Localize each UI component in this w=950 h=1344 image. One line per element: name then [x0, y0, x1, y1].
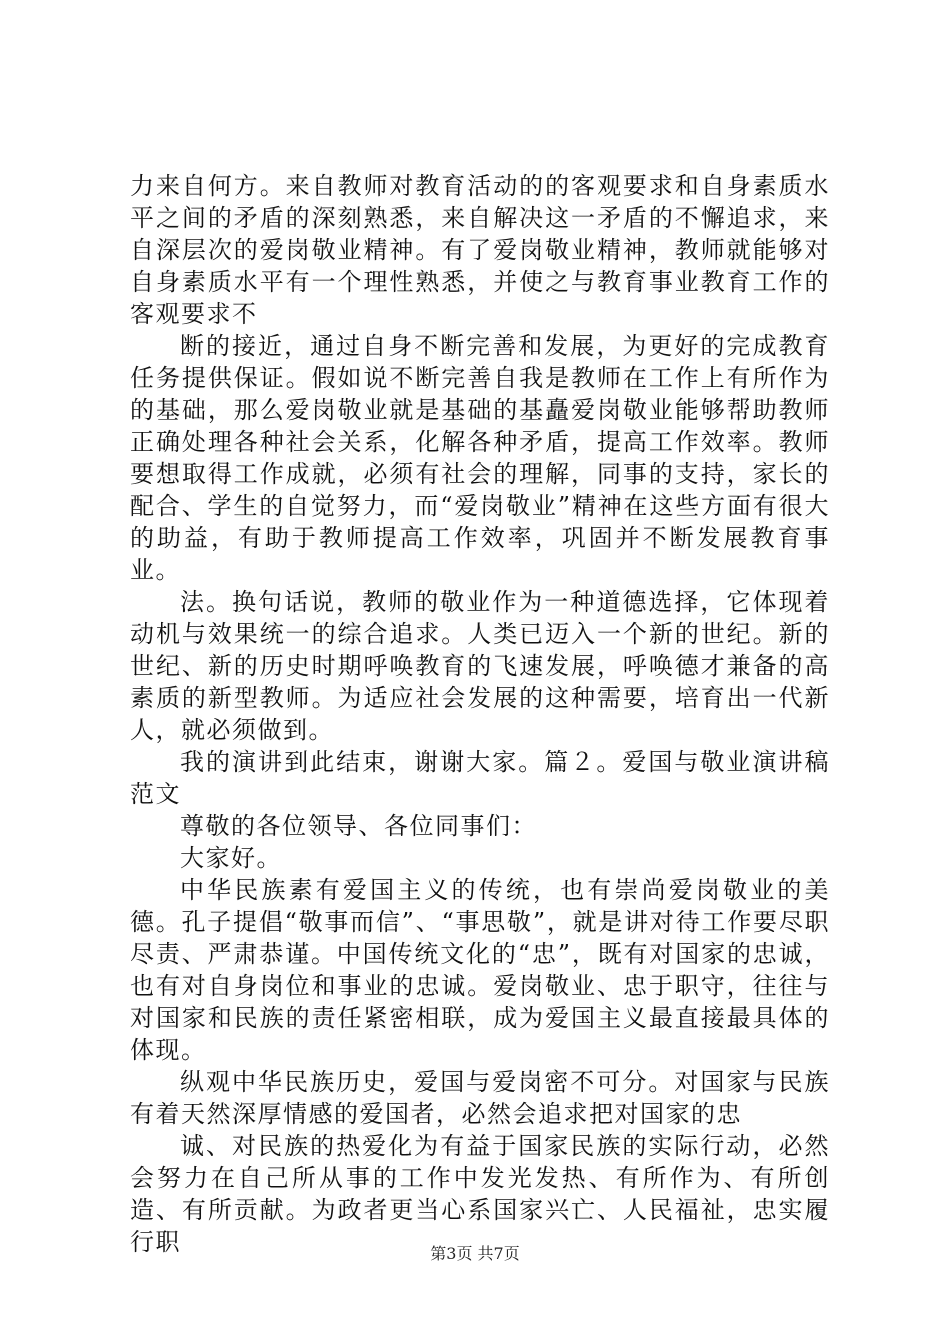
paragraph-hello: 大家好。 [180, 844, 282, 872]
paragraph-6: 纵观中华民族历史，爱国与爱岗密不可分。对国家与民族有着天然深厚情感的爱国者，必然会追求把对国家的忠 [130, 1068, 830, 1128]
paragraph-4: 我的演讲到此结束，谢谢大家。篇２。爱国与敬业演讲稿范文 [130, 748, 830, 808]
paragraph-1: 力来自何方。来自教师对教育活动的的客观要求和自身素质水平之间的矛盾的深刻熟悉，来自解决这一矛盾的不懈追求，来自深层次的爱岗敬业精神。有了爱岗敬业精神，教师就能够对自身素质水平有一个理性熟悉，并使之与教育事业教育工作的客观要求不 [130, 172, 830, 328]
document-body [130, 170, 830, 1258]
paragraph-5: 中华民族素有爱国主义的传统，也有崇尚爱岗敬业的美德。孔子提倡“敬事而信”、“事思敬”，就是讲对待工作要尽职尽责、严肃恭谨。中国传统文化的“忠”，既有对国家的忠诚，也有对自身岗位和事业的忠诚。爱岗敬业、忠于职守，往往与对国家和民族的责任紧密相联，成为爱国主义最直接最具体的体现。 [130, 876, 830, 1064]
paragraph-greeting: 尊敬的各位领导、各位同事们： [180, 812, 537, 840]
paragraph-2: 断的接近，通过自身不断完善和发展，为更好的完成教育任务提供保证。假如说不断完善自我是教师在工作上有所作为的基础，那么爱岗敬业就是基础的基矗爱岗敬业能够帮助教师正确处理各种社会关系，化解各种矛盾，提高工作效率。教师要想取得工作成就，必须有社会的理解，同事的支持，家长的配合、学生的自觉努力，而“爱岗敬业”精神在这些方面有很大的助益，有助于教师提高工作效率，巩固并不断发展教育事业。 [130, 332, 830, 584]
page-number: 第3页 共7页 [430, 1244, 520, 1263]
paragraph-7: 诚、对民族的热爱化为有益于国家民族的实际行动，必然会努力在自己所从事的工作中发光发热、有所作为、有所创造、有所贡献。为政者更当心系国家兴亡、人民福祉，忠实履行职 [130, 1132, 830, 1256]
paragraph-3: 法。换句话说，教师的敬业作为一种道德选择，它体现着动机与效果统一的综合追求。人类已迈入一个新的世纪。新的世纪、新的历史时期呼唤教育的飞速发展，呼唤德才兼备的高素质的新型教师。为适应社会发展的这种需要，培育出一代新人，就必须做到。 [130, 588, 830, 744]
page-footer [0, 1244, 950, 1264]
